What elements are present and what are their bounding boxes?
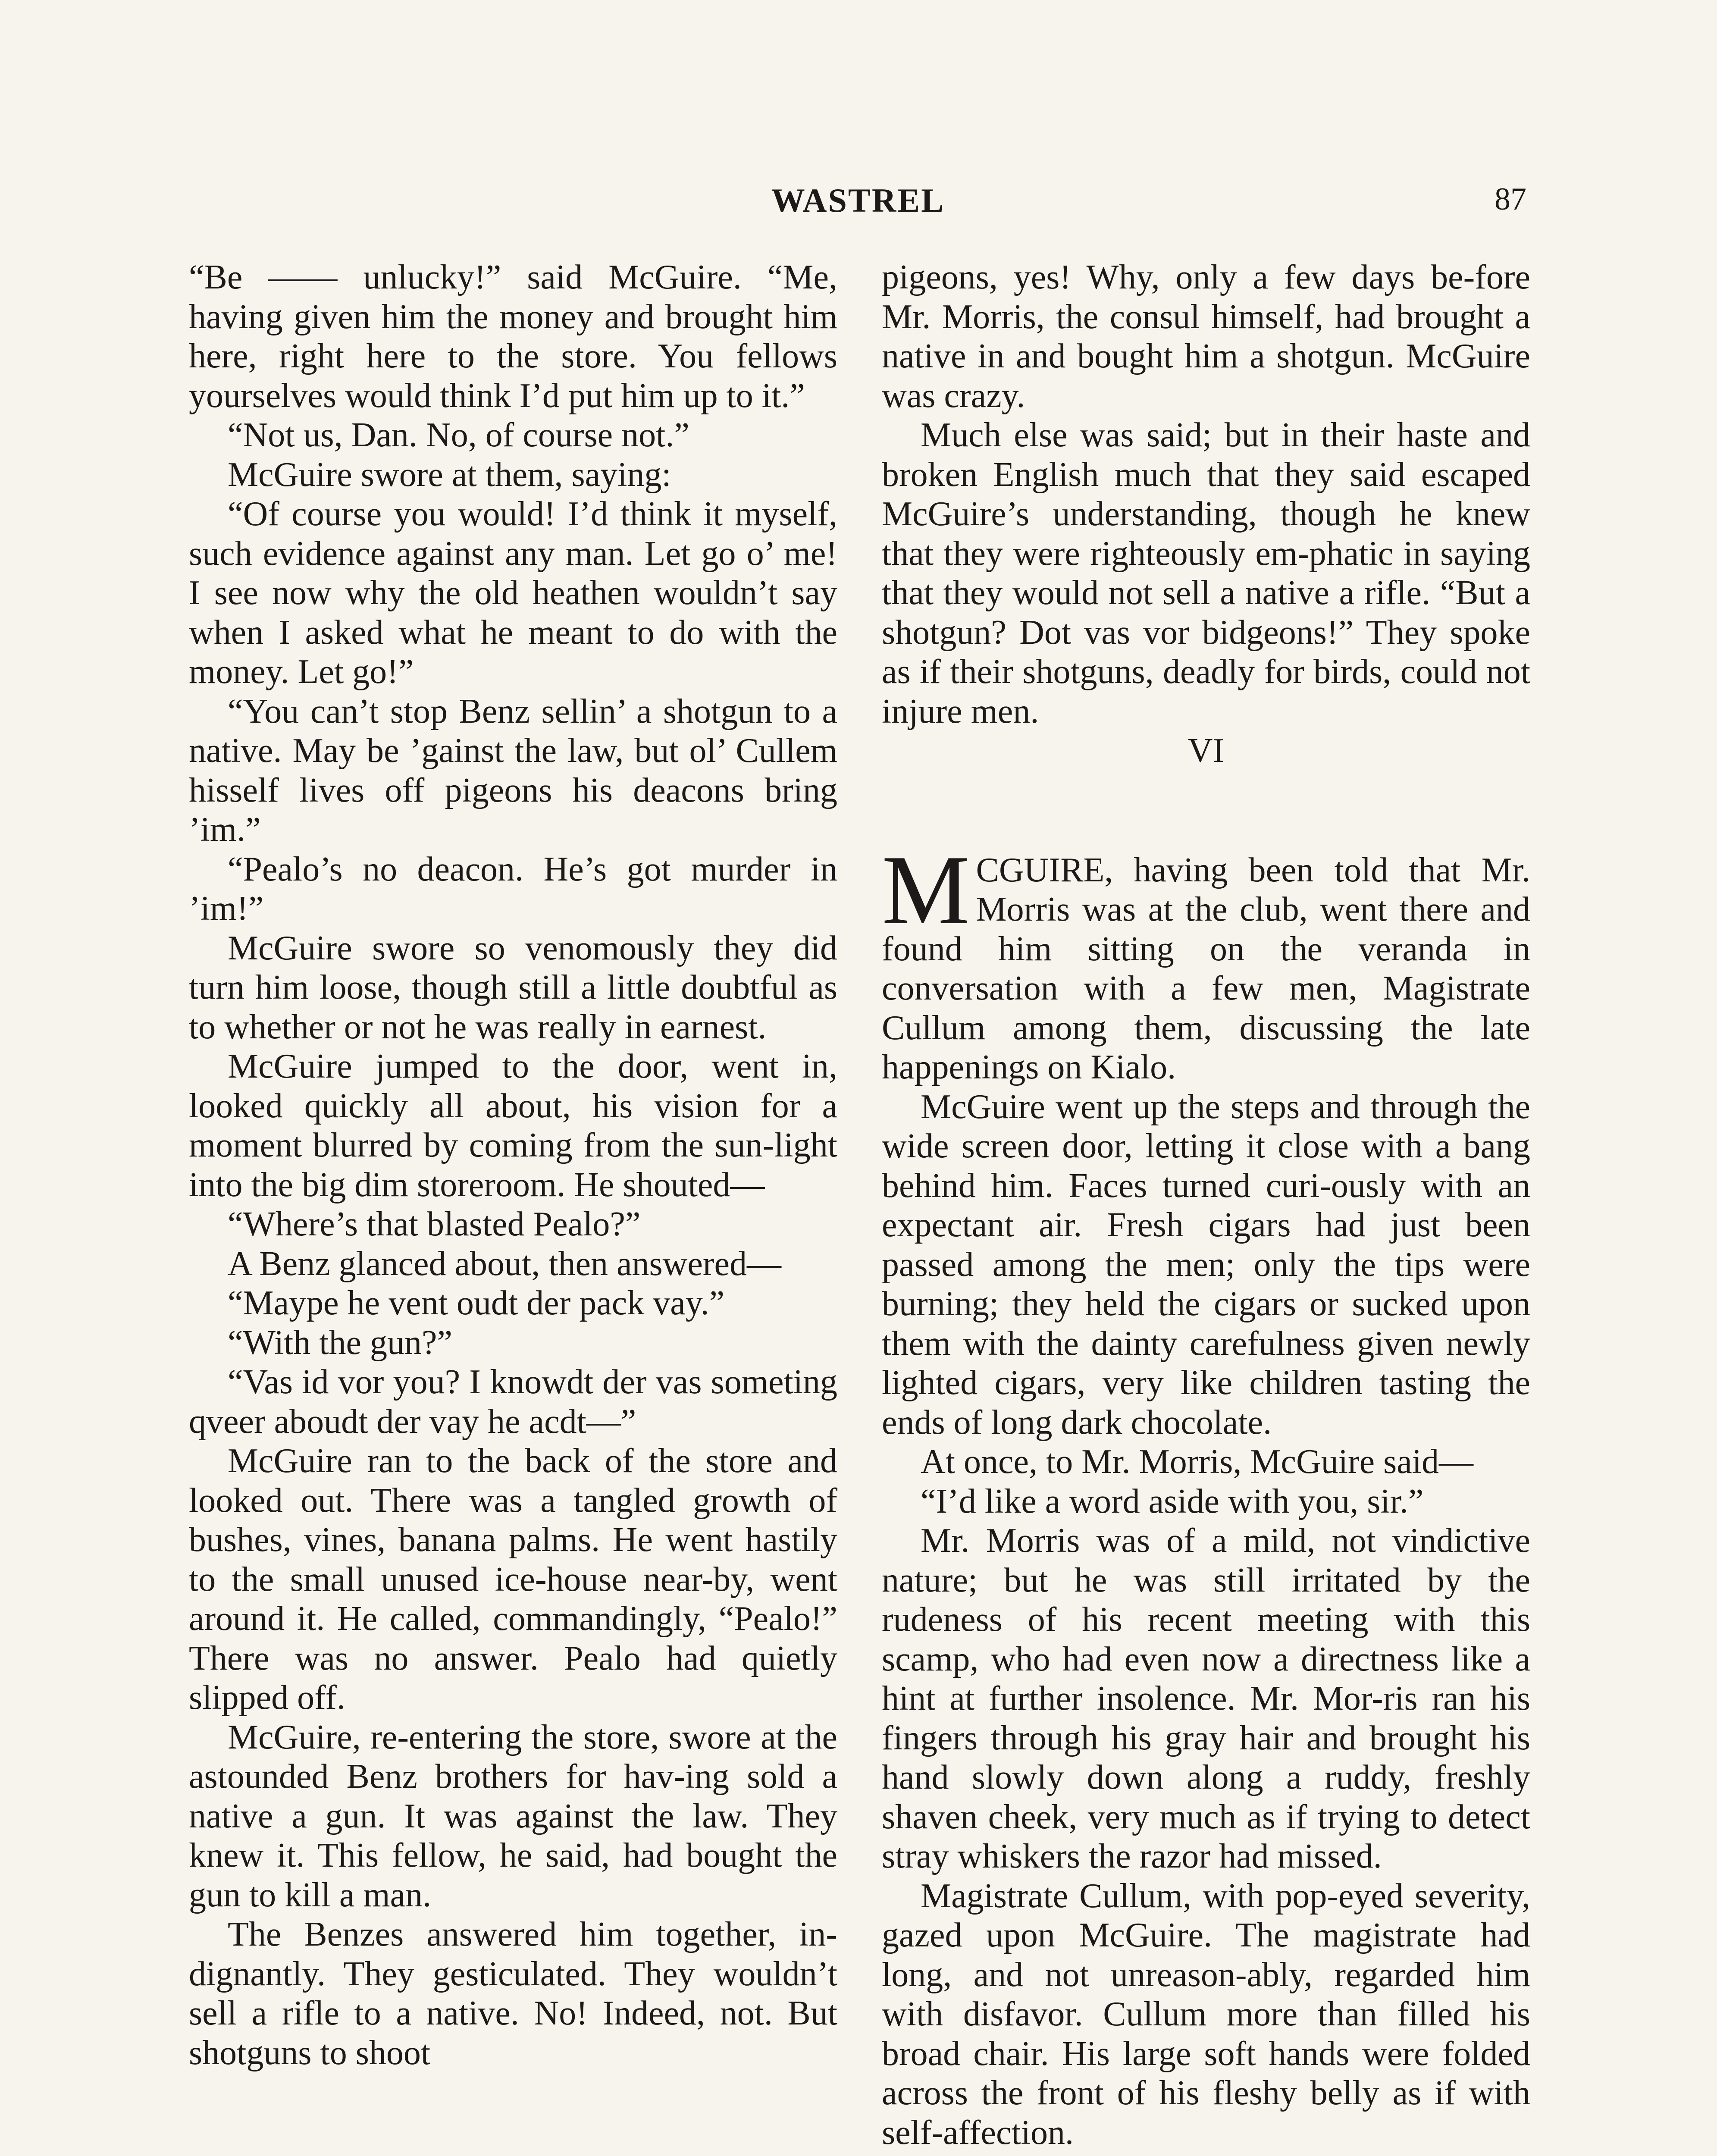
paragraph: “You can’t stop Benz sellin’ a shotgun to a native. May be ’gainst the law, but ol’ Cullem hisself lives off pigeons his deacons bring ’im.” [189, 692, 837, 849]
paragraph: At once, to Mr. Morris, McGuire said— [921, 1443, 1474, 1481]
paragraph: “Vas id vor you? I knowdt der vas someting qveer aboudt der vay he acdt—” [189, 1363, 837, 1441]
right-column [882, 258, 1530, 2153]
running-title: WASTREL [771, 182, 945, 219]
opening-text: having been told that Mr. Morris was at the club, went there and found him sitting on the veranda in conversation with a few men, Magistrate Cullum among them, discussing the late happenings on Kialo. [882, 851, 1530, 1086]
page-header [190, 172, 1526, 220]
paragraph: “Be —— unlucky!” said McGuire. “Me, having given him the money and brought him here, right here to the store. You fellows yourselves would think I’d put him up to it.” [189, 258, 837, 415]
paragraph: The Benzes answered him together, in-dignantly. They gesticulated. They wouldn’t sell a rifle to a native. No! Indeed, not. But shotguns to shoot [189, 1915, 837, 2072]
paragraph: McGuire went up the steps and through the wide screen door, letting it close with a bang behind him. Faces turned curi-ously with an expectant air. Fresh cigars had just been passed among the men; only the tips were burning; they held the cigars or sucked upon them with the dainty carefulness given newly lighted cigars, very like children tasting the ends of long dark chocolate. [882, 1087, 1530, 1442]
paragraph: “I’d like a word aside with you, sir.” [921, 1482, 1424, 1520]
paragraph: “With the gun?” [228, 1323, 453, 1362]
chapter-opening-paragraph [882, 834, 1530, 1087]
paragraph: “Maype he vent oudt der pack vay.” [228, 1284, 725, 1322]
paragraph: “Where’s that blasted Pealo?” [228, 1205, 641, 1243]
paragraph: “Pealo’s no deacon. He’s got murder in ’im!” [189, 850, 837, 928]
paragraph: A Benz glanced about, then answered— [228, 1244, 782, 1283]
paragraph: Mr. Morris was of a mild, not vindictive nature; but he was still irritated by the rudeness of his recent meeting with this scamp, who had even now a directness like a hint at further insolence. Mr. Mor-ris ran his fingers through his gray hair and brought his hand slowly down along a ruddy, freshly shaven cheek, very much as if trying to detect stray whiskers the razor had missed. [882, 1522, 1530, 1875]
paragraph: McGuire swore at them, saying: [228, 455, 671, 494]
left-column [189, 258, 837, 2073]
paragraph: McGuire, re-entering the store, swore at the astounded Benz brothers for hav-ing sold a native a gun. It was against the law. They knew it. This fellow, he said, had bought the gun to kill a man. [189, 1718, 837, 1914]
section-heading: VI [1187, 732, 1225, 770]
paragraph: Much else was said; but in their haste and broken English much that they said escaped McGuire’s understanding, though he knew that they were righteously em-phatic in saying that they would not sell a native a rifle. “But a shotgun? Dot vas vor bidgeons!” They spoke as if their shotguns, deadly for birds, could not injure men. [882, 416, 1530, 730]
paragraph: pigeons, yes! Why, only a few days be-fore Mr. Morris, the consul himself, had brought a native in and bought him a shotgun. McGuire was crazy. [882, 258, 1530, 415]
paragraph: McGuire swore so venomously they did turn him loose, though still a little doubtful as to whether or not he was really in earnest. [189, 929, 837, 1046]
paragraph: McGuire ran to the back of the store and looked out. There was a tangled growth of bushes, vines, banana palms. He went hastily to the small unused ice-house near-by, went around it. He called, commandingly, “Pealo!” There was no answer. Pealo had quietly slipped off. [189, 1442, 837, 1717]
paragraph: McGuire jumped to the door, went in, looked quickly all about, his vision for a moment blurred by coming from the sun-light into the big dim storeroom. He shouted— [189, 1047, 837, 1204]
paragraph: “Of course you would! I’d think it myself, such evidence against any man. Let go o’ me! I see now why the old heathen wouldn’t say when I asked what he meant to do with the money. Let go!” [189, 495, 837, 691]
page-number: 87 [1495, 182, 1526, 217]
opening-small-caps: CGUIRE, [976, 851, 1113, 889]
paragraph: “Not us, Dan. No, of course not.” [228, 416, 689, 454]
paragraph: Magistrate Cullum, with pop-eyed severity, gazed upon McGuire. The magistrate had long, and not unreason-ably, regarded him with disfavor. Cullum more than filled his broad chair. His large soft hands were folded across the front of his fleshy belly as if with self-affection. [882, 1877, 1530, 2152]
drop-cap: M [882, 834, 970, 945]
